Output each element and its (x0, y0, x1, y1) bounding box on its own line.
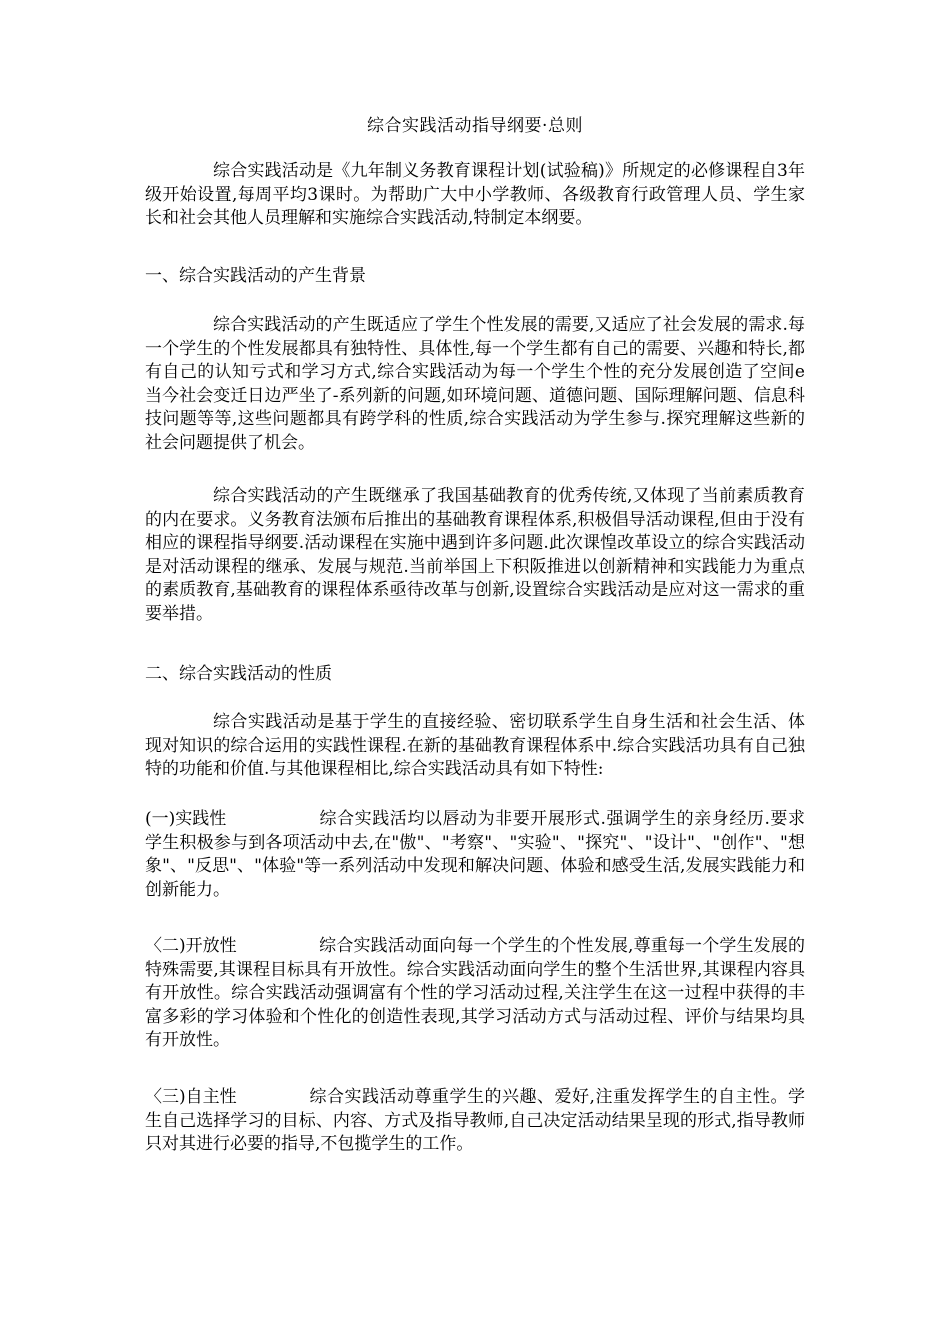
intro-paragraph: 综合实践活动是《九年制义务教育课程计划(试验稿)》所规定的必修课程自3年级开始设置,每周平均3课时。为帮助广大中小学教师、各级教育行政管理人员、学生家长和社会其他人员理解和实施综合实践活动,特制定本纲要。 (145, 161, 805, 228)
item-practicality-label: (一)实践性 (145, 809, 227, 829)
item-practicality-text: 综合实践活均以唇动为非要开展形式.强调学生的亲身经历.要求学生积极参与到各项活动中去,在"傲"、"考察"、"实验"、"探究"、"设计"、"创作"、"想象"、"反思"、"体验"等一系列活动中发现和解决问题、体验和感受生活,发展实践能力和创新能力。 (145, 809, 805, 900)
section-heading-background: 一、综合实践活动的产生背景 (145, 266, 366, 286)
item-autonomy (145, 1086, 805, 1157)
item-openness (145, 935, 805, 1053)
item-autonomy-label: 〈三)自主性 (145, 1087, 237, 1107)
item-openness-text: 综合实践活动面向每一个学生的个性发展,尊重每一个学生发展的特殊需要,其课程目标具有开放性。综合实践活动面向学生的整个生活世界,其课程内容具有开放性。综合实践活动强调富有个性的学习活动过程,关注学生在这一过程中获得的丰富多彩的学习体验和个性化的创造性表现,其学习活动方式与活动过程、评价与结果均具有开放性。 (145, 936, 805, 1050)
background-paragraph-2: 综合实践活动的产生既继承了我国基础教育的优秀传统,又体现了当前素质教育的内在要求。义务教育法颁布后推出的基础教育课程体系,积极倡导活动课程,但由于没有相应的课程指导纲要.活动课程在实施中遇到许多问题.此次课惶改革设立的综合实践活动是对活动课程的继承、发展与规范.当前举国上下积阪推进以创新精神和实践能力为重点的素质教育,基础教育的课程体系亟待改革与创新,设置综合实践活动是应对这一需求的重要举措。 (145, 486, 805, 624)
item-openness-label: 〈二)开放性 (145, 936, 237, 956)
item-practicality (145, 808, 805, 902)
section-heading-nature: 二、综合实践活动的性质 (145, 664, 332, 684)
background-paragraph-1: 综合实践活动的产生既适应了学生个性发展的需要,又适应了社会发展的需求.每一个学生的个性发展都具有独特性、具体性,每一个学生都有自己的需要、兴趣和特长,都有自己的认知亏式和学习方式,综合实践活动为每一个学生个性的充分发展创造了空间e当今社会变迁日边严坐了-系列新的问题,如环境问题、道德问题、国际理解问题、信息科技问题等等,这些问题都具有跨学科的性质,综合实践活动为学生参与.探究理解这些新的社会问题提供了机会。 (145, 315, 805, 453)
item-autonomy-text: 综合实践活动尊重学生的兴趣、爱好,注重发挥学生的自主性。学生自己选择学习的目标、内容、方式及指导教师,自己决定活动结果呈现的形式,指导教师只对其进行必要的指导,不包揽学生的工作。 (145, 1087, 805, 1154)
document-title: 综合实践活动指导纲要·总则 (367, 116, 583, 136)
nature-paragraph: 综合实践活动是基于学生的直接经验、密切联系学生自身生活和社会生活、体现对知识的综合运用的实践性课程.在新的基础教育课程体系中.综合实践活功具有自己独特的功能和价值.与其他课程相比,综合实践活动具有如下特性: (145, 712, 805, 779)
